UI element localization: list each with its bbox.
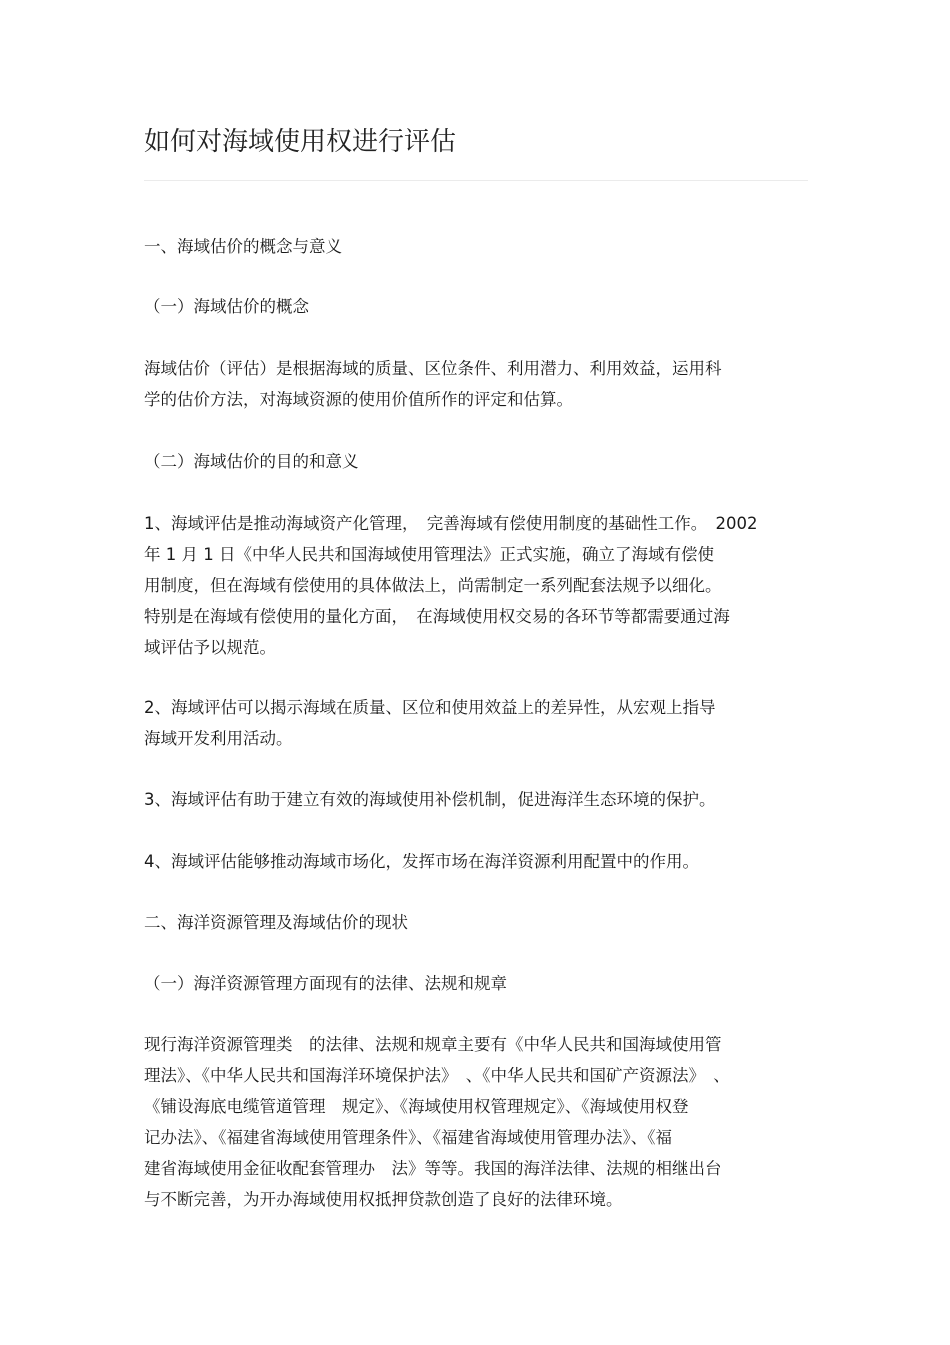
heading-text: （二）海域估价的目的和意义 [144,452,359,471]
heading-text: （一）海洋资源管理方面现有的法律、法规和规章 [144,974,507,993]
section-heading-1 [144,231,808,262]
section-heading-2 [144,907,808,938]
paragraph-line: 学的估价方法，对海域资源的使用价值所作的评定和估算。 [144,390,573,409]
paragraph-line: 3、海域评估有助于建立有效的海域使用补偿机制，促进海洋生态环境的保护。 [144,790,716,809]
paragraph-line: 现行海洋资源管理类 的法律、法规和规章主要有《中华人民共和国海域使用管 [144,1035,722,1054]
paragraph-line: 理法》、《中华人民共和国海洋环境保护法》 、《中华人民共和国矿产资源法》 、 [144,1066,730,1085]
heading-text: 二、海洋资源管理及海域估价的现状 [144,913,408,932]
paragraph-item-2 [144,692,808,754]
paragraph-line: 建省海域使用金征收配套管理办 法》等等。我国的海洋法律、法规的相继出台 [144,1159,722,1178]
subsection-heading-1-1 [144,291,808,322]
paragraph-line: 4、海域评估能够推动海域市场化，发挥市场在海洋资源利用配置中的作用。 [144,852,699,871]
paragraph-line: 2、海域评估可以揭示海域在质量、区位和使用效益上的差异性，从宏观上指导 [144,698,716,717]
paragraph-line: 用制度，但在海域有偿使用的具体做法上，尚需制定一系列配套法规予以细化。 [144,576,722,595]
paragraph-line: 《铺设海底电缆管道管理 规定》、《海域使用权管理规定》、《海域使用权登 [144,1097,689,1116]
paragraph-line: 记办法》、《福建省海域使用管理条件》、《福建省海域使用管理办法》、《福 [144,1128,672,1147]
paragraph-line: 年 1 月 1 日《中华人民共和国海域使用管理法》正式实施，确立了海域有偿使 [144,545,714,564]
paragraph-line: 与不断完善，为开办海域使用权抵押贷款创造了良好的法律环境。 [144,1190,623,1209]
paragraph-line: 特别是在海域有偿使用的量化方面， 在海域使用权交易的各环节等都需要通过海 [144,607,730,626]
paragraph-item-3 [144,784,808,815]
paragraph-line: 海域估价（评估）是根据海域的质量、区位条件、利用潜力、利用效益，运用科 [144,359,722,378]
paragraph-laws [144,1029,808,1215]
paragraph-item-1 [144,508,808,663]
paragraph-definition [144,353,808,415]
paragraph-line: 域评估予以规范。 [144,638,276,657]
heading-text: （一）海域估价的概念 [144,297,309,316]
paragraph-line: 1、海域评估是推动海域资产化管理， 完善海域有偿使用制度的基础性工作。 2002 [144,514,758,533]
title-divider [144,180,808,181]
heading-text: 一、海域估价的概念与意义 [144,237,342,256]
subsection-heading-1-2 [144,446,808,477]
paragraph-item-4 [144,846,808,877]
document-title: 如何对海域使用权进行评估 [144,127,457,157]
subsection-heading-2-1 [144,968,808,999]
paragraph-line: 海域开发利用活动。 [144,729,293,748]
